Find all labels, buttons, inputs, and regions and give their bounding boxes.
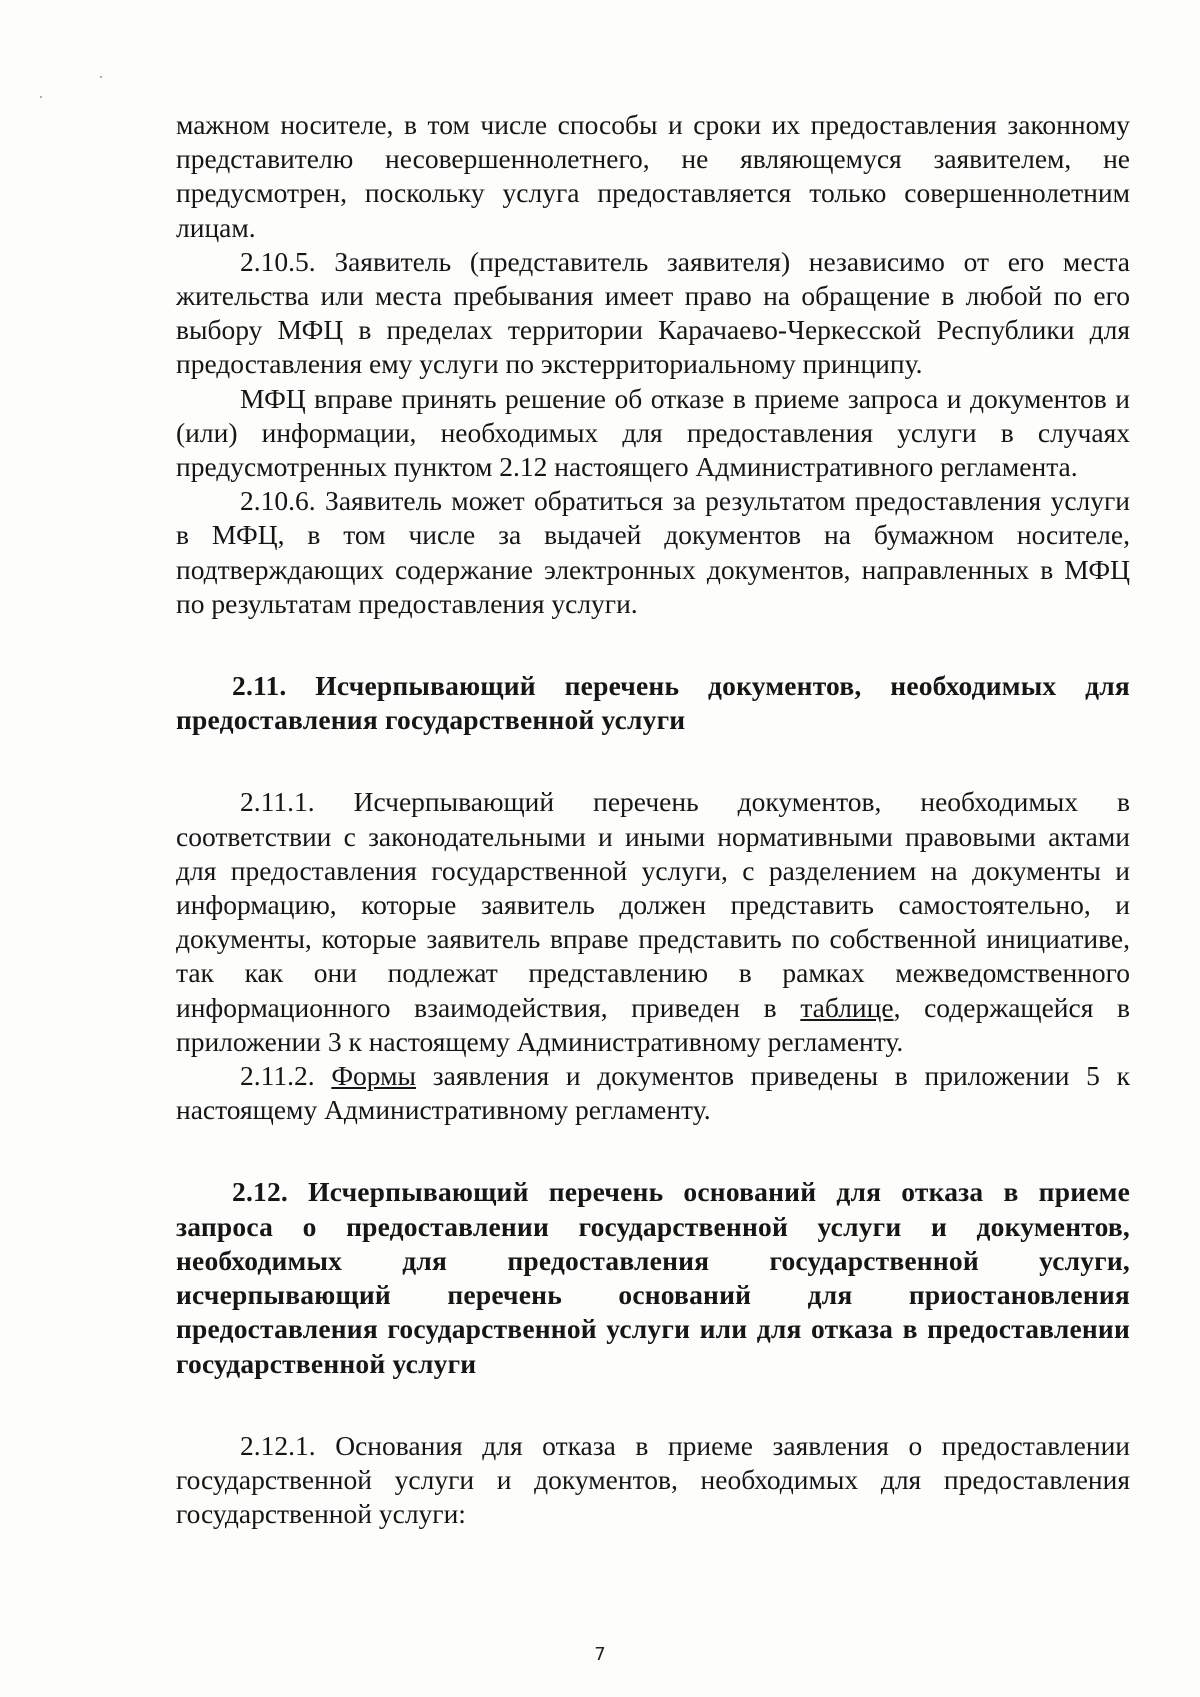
- paragraph-2-11-2-number: 2.11.2.: [240, 1060, 332, 1092]
- section-heading-2-11: 2.11. Исчерпывающий перечень документов, необходимых для предоставления государственной услуги: [176, 670, 1130, 736]
- paragraph-2-10-5: 2.10.5. Заявитель (представитель заявителя) независимо от его места жительства или места пребывания имеет право на обращение в любой по его выбору МФЦ в пределах территории Карачаево-Черкесской Республики для предоставления ему услуги по экстерриториальному принципу.: [176, 245, 1130, 380]
- scan-speck: [100, 76, 102, 78]
- scan-speck: [40, 96, 42, 98]
- paragraph-continuation: мажном носителе, в том числе способы и сроки их предоставления законному представителю несовершеннолетнего, не являющемуся заявителем, не предусмотрен, поскольку услуга предоставляется только совершеннолетним лицам.: [176, 109, 1130, 243]
- paragraph-2-11-2-text: заявления и документов приведены в приложении 5 к настоящему Административному регламенту.: [176, 1060, 1130, 1126]
- forms-link[interactable]: Формы: [331, 1060, 417, 1092]
- table-link[interactable]: таблице: [800, 991, 894, 1023]
- paragraph-2-10-6: 2.10.6. Заявитель может обратиться за результатом предоставления услуги в МФЦ, в том числе за выдачей документов на бумажном носителе, подтверждающих содержание электронных документов, направленных в МФЦ по результатам предоставления услуги.: [176, 485, 1130, 619]
- paragraph-2-11-1-text: 2.11.1. Исчерпывающий перечень документов, необходимых в соответствии с законодательными и иными нормативными правовыми актами для предоставления государственной услуги, с разделением на документы и информацию, которые заявитель должен представить самостоятельно, и документы, которые заявитель вправе представить по собственной инициативе, так как они подлежат представлению в рамках межведомственного информационного взаимодействия, приведен в: [176, 786, 1130, 1023]
- paragraph-2-11-1-tail: , содержащейся в приложении 3 к настоящему Административному регламенту.: [176, 991, 1130, 1057]
- document-body: [176, 108, 1130, 1531]
- section-heading-2-12: 2.12. Исчерпывающий перечень оснований для отказа в приеме запроса о предоставлении государственной услуги и документов, необходимых для предоставления государственной услуги, исчерпывающий перечень оснований для приостановления предоставления государственной услуги или для отказа в предоставлении государственной услуги: [176, 1176, 1130, 1379]
- paragraph-2-11-2: [176, 1059, 1130, 1127]
- paragraph-mfc-refusal: МФЦ вправе принять решение об отказе в приеме запроса и документов и (или) информации, необходимых для предоставления услуги в случаях предусмотренных пунктом 2.12 настоящего Административного регламента.: [176, 382, 1130, 483]
- paragraph-2-12-1: 2.12.1. Основания для отказа в приеме заявления о предоставлении государственной услуги и документов, необходимых для предоставления государственной услуги:: [176, 1429, 1130, 1530]
- page-number: 7: [594, 1644, 606, 1665]
- paragraph-2-11-1: [176, 785, 1130, 1059]
